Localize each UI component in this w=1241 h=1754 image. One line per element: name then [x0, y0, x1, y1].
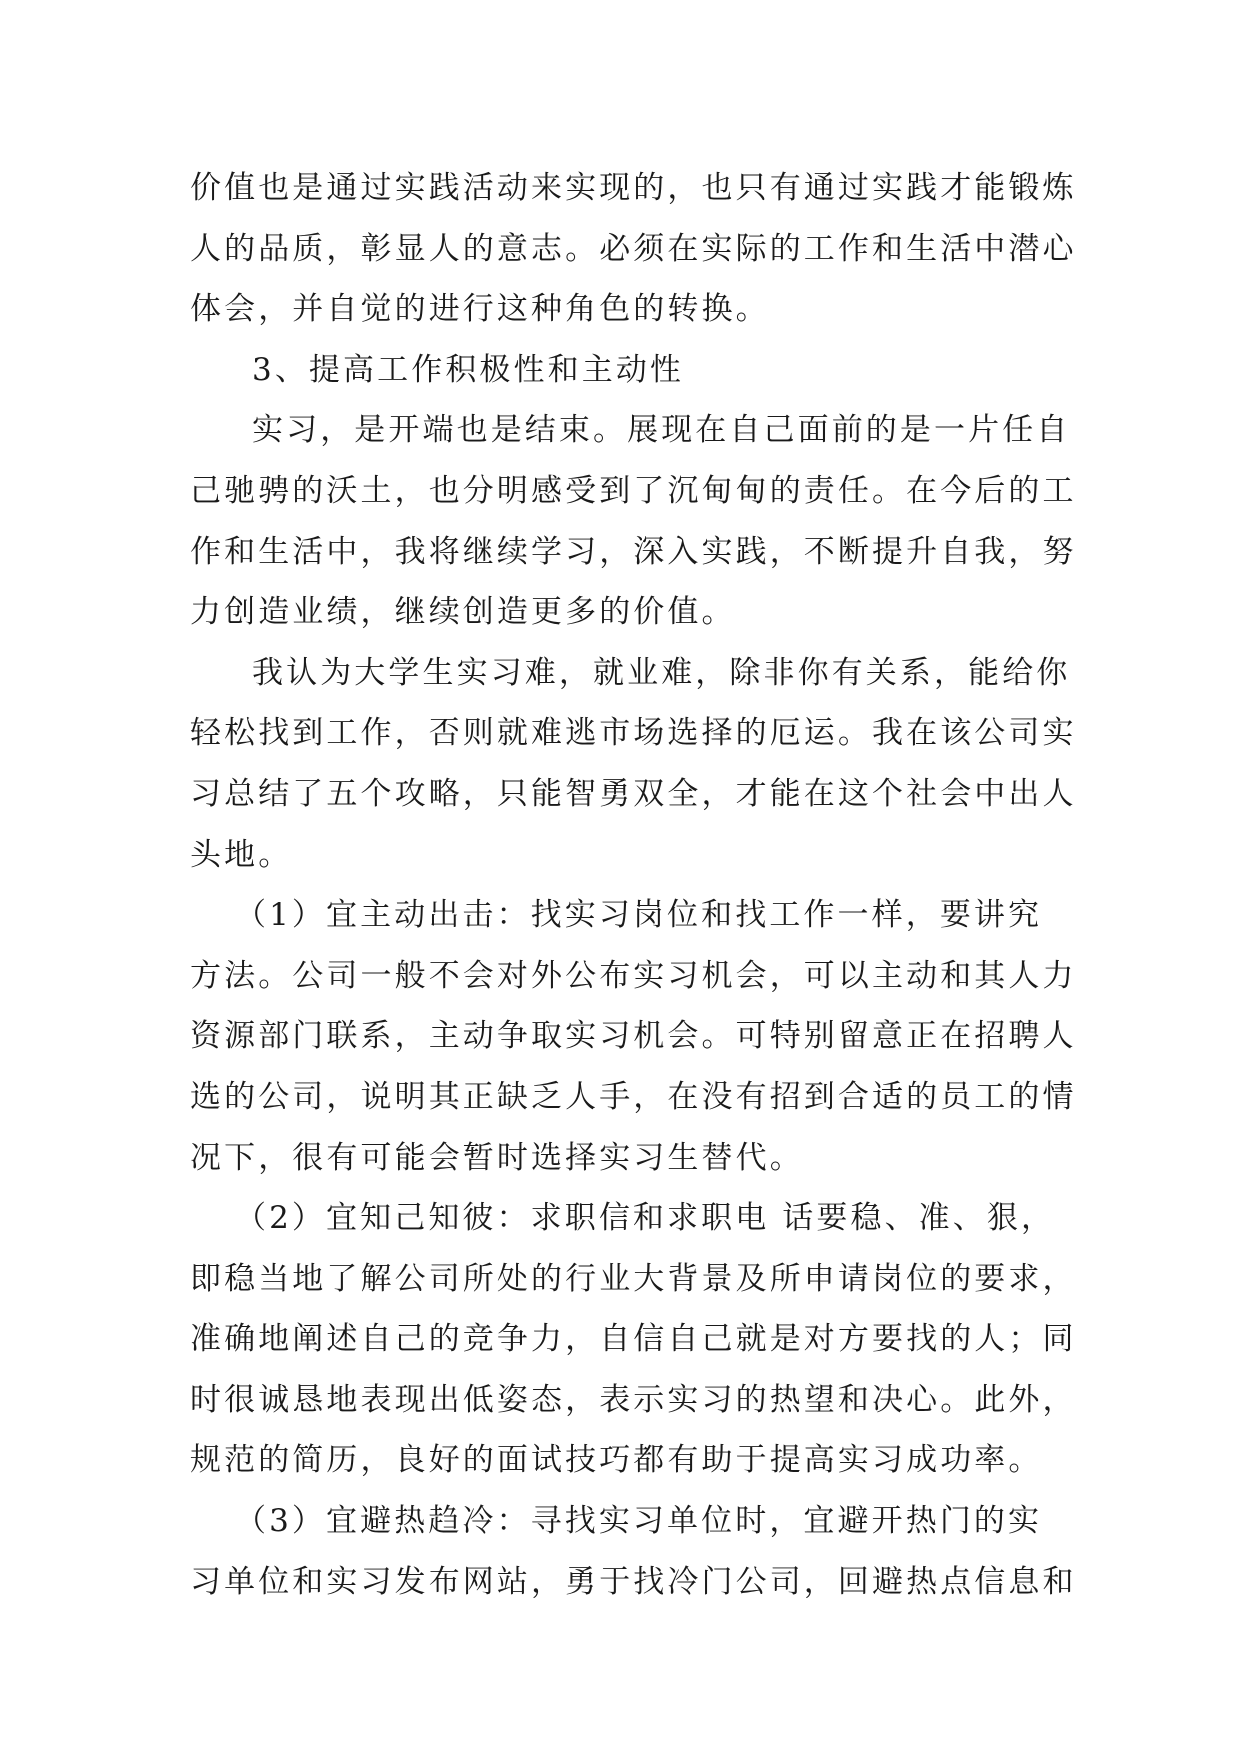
- text-line: 力创造业绩，继续创造更多的价值。: [190, 594, 736, 631]
- text-line: 人的品质，彰显人的意志。必须在实际的工作和生活中潜心: [190, 230, 1077, 267]
- text-line: 头地。: [190, 836, 293, 873]
- list-item-2-start: （2）宜知己知彼：求职信和求职电 话要稳、准、狠，: [235, 1200, 1056, 1237]
- text-line: 方法。公司一般不会对外公布实习机会，可以主动和其人力: [190, 957, 1077, 994]
- body-text: [190, 158, 1077, 1612]
- text-line: 时很诚恳地表现出低姿态，表示实习的热望和决心。此外，: [190, 1381, 1077, 1418]
- text-line: 实习，是开端也是结束。展现在自己面前的是一片任自: [252, 412, 1071, 449]
- text-line: 我认为大学生实习难，就业难，除非你有关系，能给你: [252, 654, 1071, 691]
- text-line: 习单位和实习发布网站，勇于找冷门公司，回避热点信息和: [190, 1563, 1077, 1600]
- text-line: 作和生活中，我将继续学习，深入实践，不断提升自我，努: [190, 533, 1077, 570]
- text-line: 即稳当地了解公司所处的行业大背景及所申请岗位的要求，: [190, 1260, 1077, 1297]
- text-line: 轻松找到工作，否则就难逃市场选择的厄运。我在该公司实: [190, 715, 1077, 752]
- section-heading: 3、提高工作积极性和主动性: [252, 351, 685, 388]
- list-item-1-start: （1）宜主动出击：找实习岗位和找工作一样，要讲究: [235, 897, 1043, 934]
- text-line: 准确地阐述自己的竞争力，自信自己就是对方要找的人；同: [190, 1321, 1077, 1358]
- text-line: 己驰骋的沃土，也分明感受到了沉甸甸的责任。在今后的工: [190, 472, 1077, 509]
- text-line: 选的公司，说明其正缺乏人手，在没有招到合适的员工的情: [190, 1078, 1077, 1115]
- text-line: 况下，很有可能会暂时选择实习生替代。: [190, 1139, 804, 1176]
- text-line: 资源部门联系，主动争取实习机会。可特别留意正在招聘人: [190, 1018, 1077, 1055]
- text-line: 价值也是通过实践活动来实现的，也只有通过实践才能锻炼: [190, 170, 1077, 206]
- text-line: 规范的简历，良好的面试技巧都有助于提高实习成功率。: [190, 1442, 1043, 1479]
- list-item-3-start: （3）宜避热趋冷：寻找实习单位时，宜避开热门的实: [235, 1503, 1043, 1540]
- text-line: 体会，并自觉的进行这种角色的转换。: [190, 291, 770, 328]
- text-line: 习总结了五个攻略，只能智勇双全，才能在这个社会中出人: [190, 775, 1077, 812]
